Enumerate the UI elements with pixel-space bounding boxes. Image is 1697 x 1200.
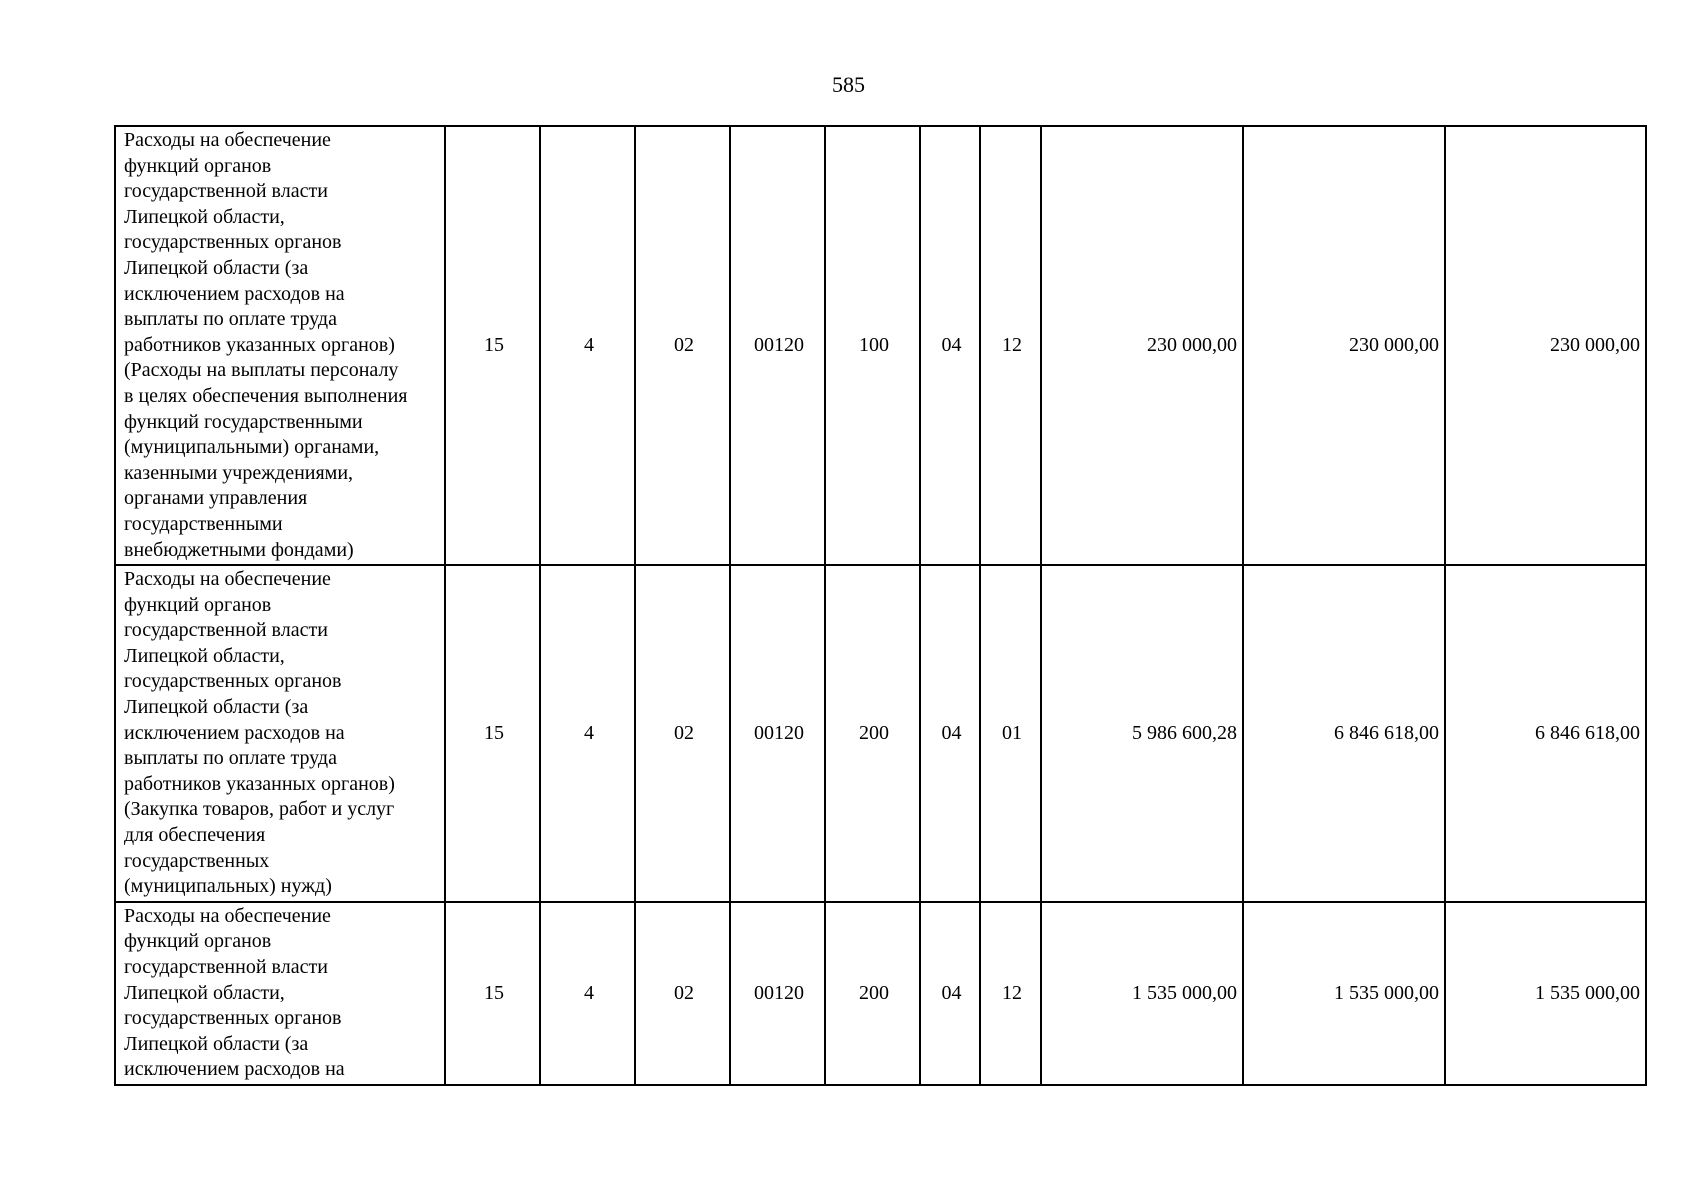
code-cell: 01 xyxy=(980,565,1041,902)
code-cell: 4 xyxy=(540,565,635,902)
code-cell: 15 xyxy=(445,565,540,902)
budget-table xyxy=(114,125,1647,1086)
expense-description: Расходы на обеспечение функций органов государственной власти Липецкой области, государственных органов Липецкой области (за исключением расходов на xyxy=(115,902,445,1085)
table-row xyxy=(115,902,1646,1085)
table-row xyxy=(115,565,1646,902)
amount-cell: 230 000,00 xyxy=(1041,126,1243,565)
code-cell: 12 xyxy=(980,902,1041,1085)
amount-cell: 1 535 000,00 xyxy=(1445,902,1646,1085)
code-cell: 02 xyxy=(635,565,730,902)
code-cell: 00120 xyxy=(730,565,825,902)
code-cell: 00120 xyxy=(730,126,825,565)
amount-cell: 1 535 000,00 xyxy=(1041,902,1243,1085)
code-cell: 4 xyxy=(540,126,635,565)
code-cell: 04 xyxy=(920,565,980,902)
code-cell: 15 xyxy=(445,902,540,1085)
amount-cell: 230 000,00 xyxy=(1445,126,1646,565)
code-cell: 200 xyxy=(825,565,920,902)
code-cell: 00120 xyxy=(730,902,825,1085)
code-cell: 15 xyxy=(445,126,540,565)
code-cell: 02 xyxy=(635,126,730,565)
code-cell: 100 xyxy=(825,126,920,565)
page-number: 585 xyxy=(832,72,865,97)
amount-cell: 6 846 618,00 xyxy=(1445,565,1646,902)
table-row xyxy=(115,126,1646,565)
expense-description: Расходы на обеспечение функций органов государственной власти Липецкой области, государственных органов Липецкой области (за исключением расходов на выплаты по оплате труда работников указанных органов) (Расходы на выплаты персоналу в целях обеспечения выполнения функций государственными (муниципальными) органами, казенными учреждениями, органами управления государственными внебюджетными фондами) xyxy=(115,126,445,565)
amount-cell: 230 000,00 xyxy=(1243,126,1445,565)
code-cell: 4 xyxy=(540,902,635,1085)
code-cell: 02 xyxy=(635,902,730,1085)
code-cell: 12 xyxy=(980,126,1041,565)
expense-description: Расходы на обеспечение функций органов государственной власти Липецкой области, государственных органов Липецкой области (за исключением расходов на выплаты по оплате труда работников указанных органов) (Закупка товаров, работ и услуг для обеспечения государственных (муниципальных) нужд) xyxy=(115,565,445,902)
code-cell: 200 xyxy=(825,902,920,1085)
code-cell: 04 xyxy=(920,126,980,565)
code-cell: 04 xyxy=(920,902,980,1085)
amount-cell: 1 535 000,00 xyxy=(1243,902,1445,1085)
amount-cell: 6 846 618,00 xyxy=(1243,565,1445,902)
amount-cell: 5 986 600,28 xyxy=(1041,565,1243,902)
